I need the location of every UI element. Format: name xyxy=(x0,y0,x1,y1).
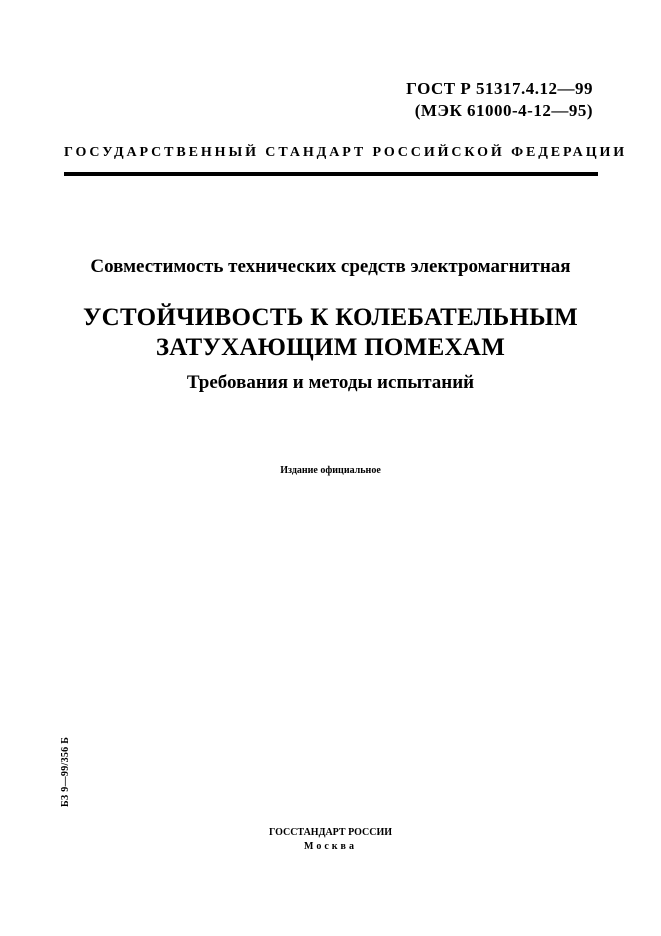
document-subtitle: Требования и методы испытаний xyxy=(186,372,475,393)
state-standard-heading: ГОСУДАРСТВЕННЫЙ СТАНДАРТ РОССИЙСКОЙ ФЕДЕРАЦИИ xyxy=(64,145,628,160)
publisher-name: ГОССТАНДАРТ РОССИИ xyxy=(268,827,393,838)
main-title-line-2: ЗАТУХАЮЩИМ ПОМЕХАМ xyxy=(155,334,506,361)
document-subject: Совместимость технических средств электромагнитная xyxy=(90,256,571,277)
standard-number-block xyxy=(406,78,593,122)
side-code: БЗ 9—99/356 Б xyxy=(60,736,71,807)
heading-divider xyxy=(64,172,598,176)
gost-number: ГОСТ Р 51317.4.12—99 xyxy=(406,79,593,98)
publisher-city: Москва xyxy=(304,841,357,852)
edition-label: Издание официальное xyxy=(280,465,381,476)
main-title-line-1: УСТОЙЧИВОСТЬ К КОЛЕБАТЕЛЬНЫМ xyxy=(83,304,578,331)
iec-number: (МЭК 61000-4-12—95) xyxy=(414,101,593,120)
publisher-block xyxy=(0,826,661,854)
main-title xyxy=(0,303,661,363)
